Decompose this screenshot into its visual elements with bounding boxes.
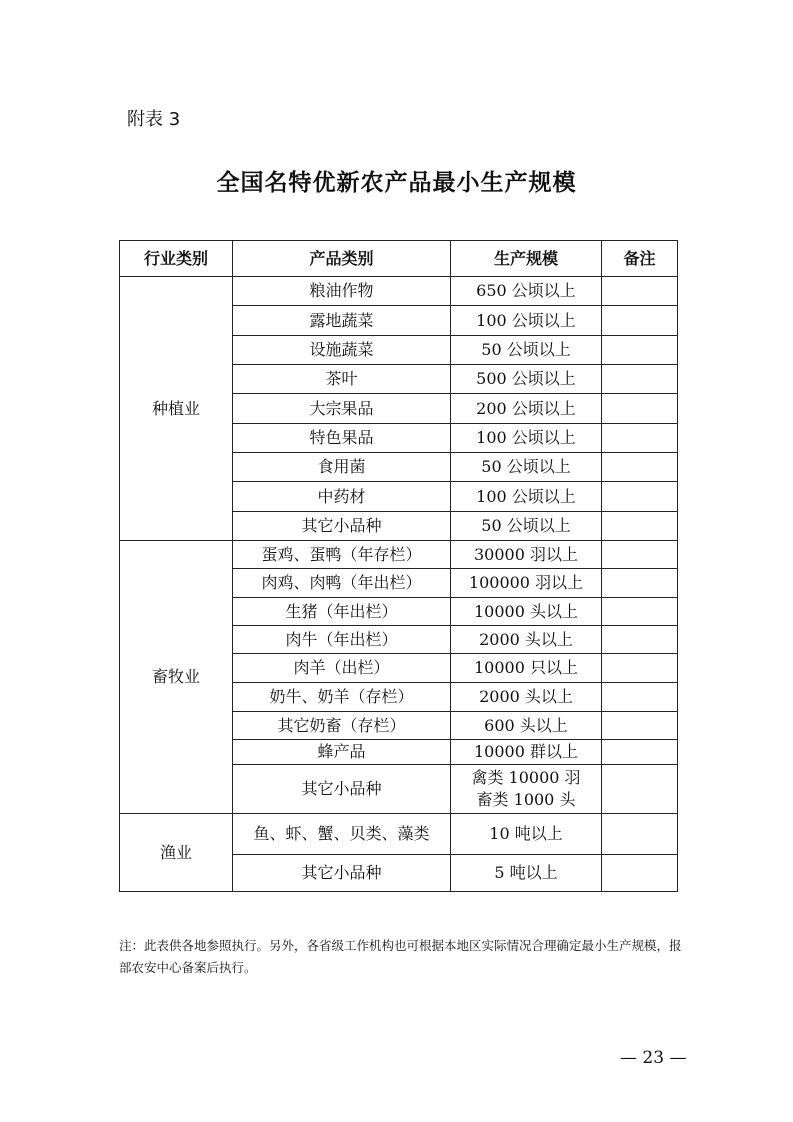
table-row bbox=[120, 541, 678, 569]
table-row bbox=[120, 814, 678, 855]
note-cell bbox=[602, 424, 678, 453]
scale-cell bbox=[451, 306, 602, 336]
scale-text: 200 公顷以上 bbox=[476, 398, 576, 418]
scale-text: 5 吨以上 bbox=[494, 863, 558, 882]
scale-cell bbox=[451, 626, 602, 654]
header-note: 备注 bbox=[602, 241, 678, 277]
industry-cell: 渔业 bbox=[120, 814, 233, 892]
product-cell: 生猪（年出栏） bbox=[233, 598, 451, 626]
header-product: 产品类别 bbox=[233, 241, 451, 277]
page-number: — 23 — bbox=[620, 1048, 687, 1068]
industry-cell: 畜牧业 bbox=[120, 541, 233, 814]
scale-text: 100 公顷以上 bbox=[476, 428, 576, 447]
industry-cell: 种植业 bbox=[120, 277, 233, 541]
note-cell bbox=[602, 277, 678, 306]
product-cell: 肉牛（年出栏） bbox=[233, 626, 451, 654]
page-title: 全国名特优新农产品最小生产规模 bbox=[216, 169, 577, 196]
scale-text: 10 吨以上 bbox=[489, 824, 563, 843]
scale-cell bbox=[451, 740, 602, 765]
scale-cell bbox=[451, 424, 602, 453]
scale-text: 30000 羽以上 bbox=[474, 544, 578, 564]
scale-cell bbox=[451, 712, 602, 740]
note-cell bbox=[602, 512, 678, 541]
note-cell bbox=[602, 683, 678, 712]
scale-text: 50 公顷以上 bbox=[481, 457, 571, 476]
product-cell: 特色果品 bbox=[233, 424, 451, 453]
production-scale-table bbox=[119, 240, 678, 892]
scale-cell bbox=[451, 654, 602, 683]
note-cell bbox=[602, 814, 678, 855]
scale-cell bbox=[451, 598, 602, 626]
scale-text: 100 公顷以上 bbox=[476, 486, 576, 506]
product-cell: 肉鸡、肉鸭（年出栏） bbox=[233, 569, 451, 598]
scale-cell bbox=[451, 365, 602, 394]
scale-text: 50 公顷以上 bbox=[481, 340, 571, 359]
note-cell bbox=[602, 740, 678, 765]
scale-text: 100000 羽以上 bbox=[468, 573, 584, 592]
header-scale: 生产规模 bbox=[451, 241, 602, 277]
scale-cell bbox=[451, 394, 602, 424]
scale-text: 2000 头以上 bbox=[479, 687, 573, 706]
scale-text: 禽类 10000 羽 bbox=[471, 768, 581, 787]
product-cell: 鱼、虾、蟹、贝类、藻类 bbox=[233, 814, 451, 855]
product-cell: 露地蔬菜 bbox=[233, 306, 451, 336]
scale-text: 650 公顷以上 bbox=[476, 281, 576, 300]
product-cell: 其它奶畜（存栏） bbox=[233, 712, 451, 740]
scale-text: 10000 头以上 bbox=[474, 601, 578, 621]
scale-cell bbox=[451, 336, 602, 365]
appendix-label: 附表 3 bbox=[127, 109, 181, 130]
note-cell bbox=[602, 482, 678, 512]
scale-text: 10000 只以上 bbox=[474, 658, 578, 677]
product-cell: 食用菌 bbox=[233, 453, 451, 482]
note-cell bbox=[602, 306, 678, 336]
product-cell: 中药材 bbox=[233, 482, 451, 512]
scale-cell bbox=[451, 453, 602, 482]
product-cell: 蜂产品 bbox=[233, 740, 451, 765]
scale-text: 100 公顷以上 bbox=[476, 310, 576, 330]
scale-text: 10000 群以上 bbox=[474, 742, 578, 761]
note-cell bbox=[602, 765, 678, 814]
note-cell bbox=[602, 394, 678, 424]
scale-cell bbox=[451, 482, 602, 512]
scale-cell bbox=[451, 765, 602, 814]
product-cell: 其它小品种 bbox=[233, 765, 451, 814]
scale-cell bbox=[451, 512, 602, 541]
product-cell: 肉羊（出栏） bbox=[233, 654, 451, 683]
note-cell bbox=[602, 453, 678, 482]
product-cell: 大宗果品 bbox=[233, 394, 451, 424]
product-cell: 粮油作物 bbox=[233, 277, 451, 306]
scale-text: 500 公顷以上 bbox=[476, 369, 576, 388]
note-cell bbox=[602, 365, 678, 394]
product-cell: 其它小品种 bbox=[233, 855, 451, 892]
scale-text: 600 头以上 bbox=[484, 715, 568, 735]
note-cell bbox=[602, 336, 678, 365]
note-cell bbox=[602, 855, 678, 892]
product-cell: 茶叶 bbox=[233, 365, 451, 394]
scale-cell bbox=[451, 277, 602, 306]
scale-text-line2: 畜类 1000 头 bbox=[476, 790, 576, 809]
scale-cell bbox=[451, 814, 602, 855]
note-cell bbox=[602, 626, 678, 654]
header-industry: 行业类别 bbox=[120, 241, 233, 277]
scale-cell bbox=[451, 683, 602, 712]
scale-cell bbox=[451, 541, 602, 569]
product-cell: 其它小品种 bbox=[233, 512, 451, 541]
scale-cell bbox=[451, 569, 602, 598]
table-header-row bbox=[120, 241, 678, 277]
table-row bbox=[120, 277, 678, 306]
product-cell: 蛋鸡、蛋鸭（年存栏） bbox=[233, 541, 451, 569]
note-cell bbox=[602, 541, 678, 569]
scale-cell bbox=[451, 855, 602, 892]
product-cell: 奶牛、奶羊（存栏） bbox=[233, 683, 451, 712]
note-cell bbox=[602, 654, 678, 683]
scale-text: 2000 头以上 bbox=[479, 629, 573, 649]
note-cell bbox=[602, 569, 678, 598]
footnote: 注：此表供各地参照执行。另外，各省级工作机构也可根据本地区实际情况合理确定最小生产规模，报部农安中心备案后执行。 bbox=[119, 938, 682, 975]
scale-text: 50 公顷以上 bbox=[481, 516, 571, 535]
product-cell: 设施蔬菜 bbox=[233, 336, 451, 365]
note-cell bbox=[602, 598, 678, 626]
note-cell bbox=[602, 712, 678, 740]
